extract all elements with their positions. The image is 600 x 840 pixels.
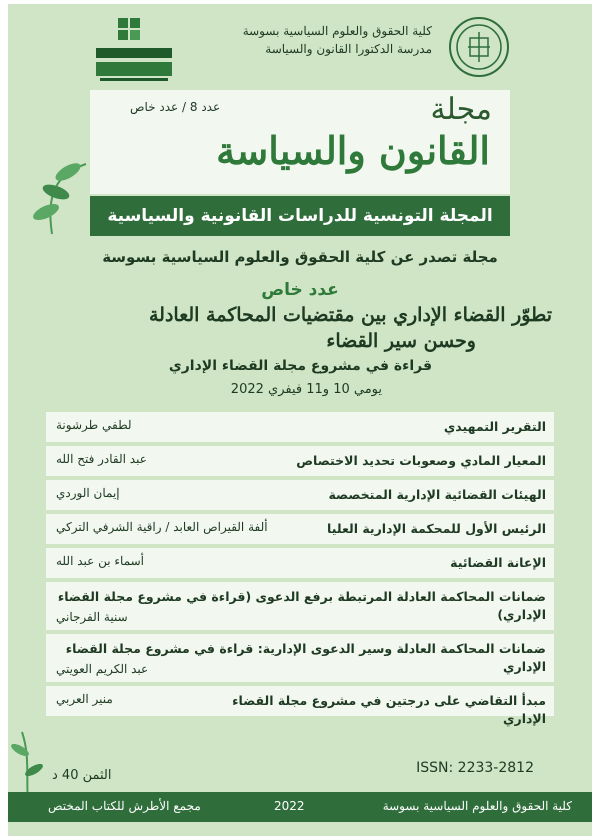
issue-label: عدد 8 / عدد خاص: [130, 100, 221, 114]
toc-author: إيمان الوردي: [56, 486, 120, 500]
publisher-line: مجلة تصدر عن كلية الحقوق والعلوم السياسية بسوسة: [102, 248, 498, 266]
toc-entry: [46, 634, 554, 682]
topic-line-2: وحسن سير القضاء: [326, 330, 476, 352]
toc-title: التقرير التمهيدي: [443, 419, 546, 434]
faculty-line-2: مدرسة الدكتورا القانون والسياسة: [265, 42, 432, 56]
leaf-decoration-icon: [16, 154, 90, 236]
faculty-line-1: كلية الحقوق والعلوم السياسية بسوسة: [242, 24, 432, 38]
footer-publisher: مجمع الأطرش للكتاب المختص: [48, 799, 201, 813]
toc-entry: [46, 582, 554, 630]
toc-entry: [46, 548, 554, 578]
toc-author: عبد الكريم العويتي: [56, 662, 149, 676]
toc-author: عبد القادر فتح الله: [56, 452, 147, 466]
toc-entry: [46, 686, 554, 726]
journal-subtitle: المجلة التونسية للدراسات القانونية والسياسية: [90, 196, 510, 236]
table-of-contents: [46, 412, 554, 726]
special-issue-label: عدد خاص: [261, 280, 339, 300]
magazine-word: مجلة: [430, 92, 492, 127]
topic-line-1: تطوّر القضاء الإداري بين مقتضيات المحاكمة العادلة: [148, 304, 552, 326]
toc-author: ألفة القيراص العابد / راقية الشرفي التركي: [56, 520, 268, 534]
toc-title: الرئيس الأول للمحكمة الإدارية العليا: [327, 521, 546, 536]
toc-entry: [46, 412, 554, 442]
university-logo-icon: [86, 14, 182, 84]
journal-title: القانون والسياسة: [216, 128, 490, 173]
footer-band: [8, 792, 592, 822]
footer-faculty: كلية الحقوق والعلوم السياسية بسوسة: [382, 799, 572, 813]
conference-dates: يومي 10 و11 فيفري 2022: [230, 382, 382, 397]
reading-subtitle: قراءة في مشروع مجلة القضاء الإداري: [168, 358, 432, 374]
toc-title: ضمانات المحاكمة العادلة المرتبطة برفع الدعوى (قراءة في مشروع مجلة القضاء الإداري): [57, 589, 546, 622]
title-panel: [90, 90, 510, 194]
faculty-header: [192, 22, 432, 58]
toc-title: الهيئات القضائية الإدارية المتخصصة: [328, 487, 546, 502]
toc-entry: [46, 446, 554, 476]
toc-entry: [46, 514, 554, 544]
faculty-seal-icon: [448, 16, 510, 78]
toc-title: الإعانة القضائية: [450, 555, 546, 570]
toc-title: ضمانات المحاكمة العادلة وسير الدعوى الإدارية: قراءة في مشروع مجلة القضاء الإداري: [65, 641, 546, 674]
journal-cover: [8, 4, 592, 836]
toc-author: منير العربي: [56, 692, 113, 706]
toc-entry: [46, 480, 554, 510]
toc-title: المعيار المادي وصعوبات تحديد الاختصاص: [296, 453, 546, 468]
footer-year: 2022: [274, 799, 305, 813]
toc-title: مبدأ التقاضي على درجتين في مشروع مجلة القضاء الإداري: [232, 693, 546, 726]
toc-author: لطفي طرشونة: [56, 418, 132, 432]
price-label: الثمن 40 د: [52, 768, 112, 783]
toc-author: سنية الفرجاني: [56, 610, 128, 624]
toc-author: أسماء بن عبد الله: [56, 554, 145, 568]
issn-label: ISSN: 2233-2812: [416, 760, 534, 776]
